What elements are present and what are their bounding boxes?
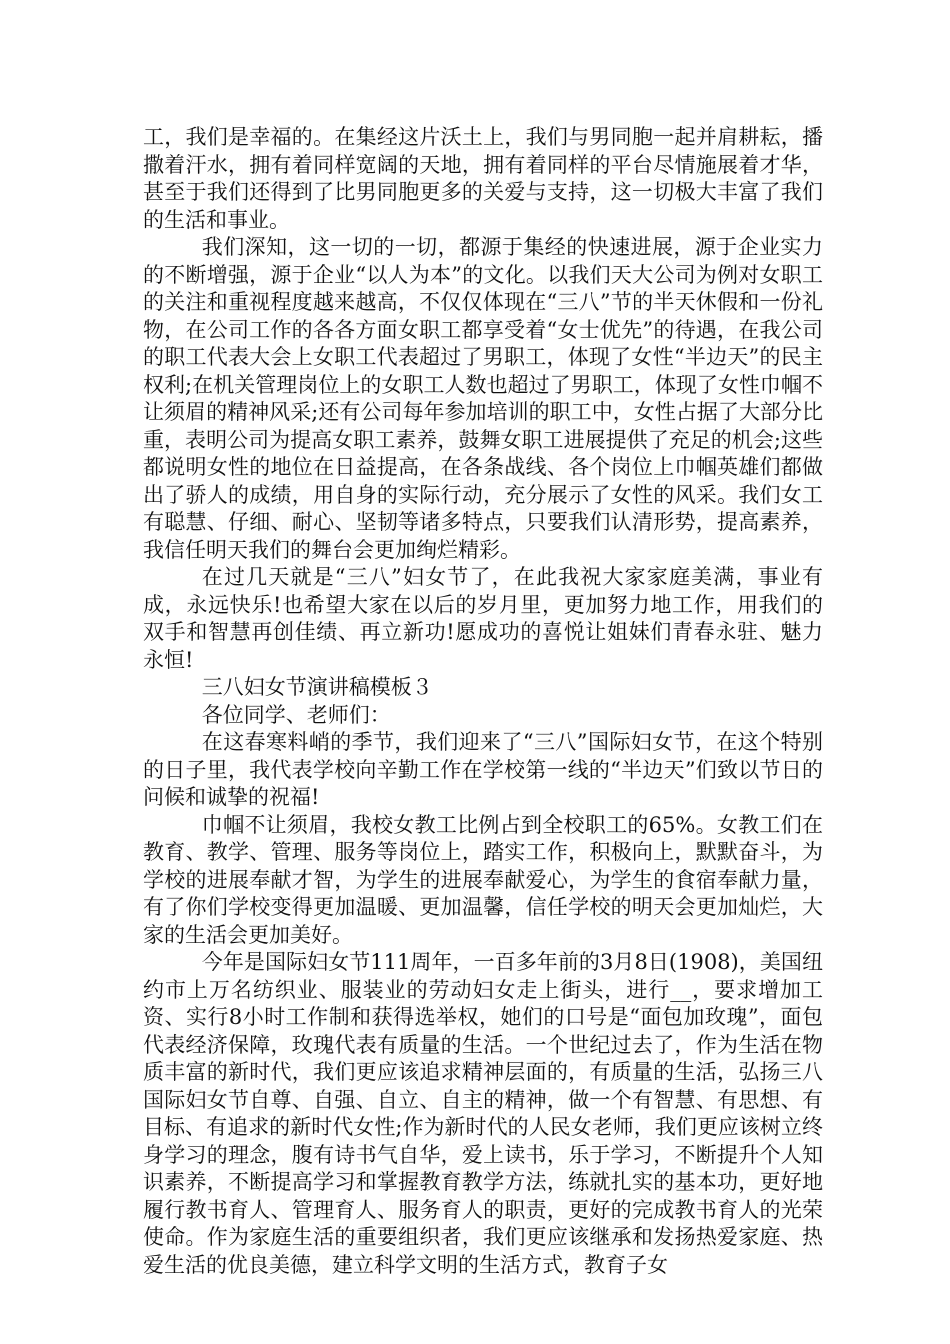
salutation: 各位同学、老师们： bbox=[201, 702, 391, 727]
paragraph-festival-wishes: 在过几天就是“三八”妇女节了，在此我祝大家家庭美满，事业有成，永远快乐!也希望大家在以后的岁月里，更加努力地工作，用我们的双手和智慧再创佳绩、再立新功!愿成功的喜悦让姐妹们青春永驻、魅力永恒! bbox=[143, 565, 823, 672]
paragraph-greeting: 在这春寒料峭的季节，我们迎来了“三八”国际妇女节，在这个特别的日子里，我代表学校向辛勤工作在学校第一线的“半边天”们致以节日的问候和诚挚的祝福! bbox=[143, 730, 823, 809]
document-body bbox=[143, 124, 823, 1279]
section-title-template-3: 三八妇女节演讲稿模板３ bbox=[201, 675, 433, 699]
paragraph-company-development: 我们深知，这一切的一切，都源于集经的快速进展，源于企业实力的不断增强，源于企业“以人为本”的文化。以我们天大公司为例对女职工的关注和重视程度越来越高，不仅仅体现在“三八”节的半天休假和一份礼物，在公司工作的各各方面女职工都享受着“女士优先”的待遇，在我公司的职工代表大会上女职工代表超过了男职工，体现了女性“半边天”的民主权利;在机关管理岗位上的女职工人数也超过了男职工，体现了女性巾帼不让须眉的精神风采;还有公司每年参加培训的职工中，女性占据了大部分比重，表明公司为提高女职工素养，鼓舞女职工进展提供了充足的机会;这些都说明女性的地位在日益提高，在各条战线、各个岗位上巾帼英雄们都做出了骄人的成绩，用自身的实际行动，充分展示了女性的风采。我们女工有聪慧、仔细、耐心、坚韧等诸多特点，只要我们认清形势，提高素养，我信任明天我们的舞台会更加绚烂精彩。 bbox=[143, 235, 823, 562]
paragraph-continuation: 工，我们是幸福的。在集经这片沃土上，我们与男同胞一起并肩耕耘，播撒着汗水，拥有着同样宽阔的天地，拥有着同样的平台尽情施展着才华，甚至于我们还得到了比男同胞更多的关爱与支持，这一切极大丰富了我们的生活和事业。 bbox=[143, 125, 823, 232]
paragraph-history: 今年是国际妇女节111周年，一百多年前的3月8日(1908)，美国纽约市上万名纺织业、服装业的劳动妇女走上街头，进行__，要求增加工资、实行8小时工作制和获得选举权，她们的口号是“面包加玫瑰”，面包代表经济保障，玫瑰代表有质量的生活。一个世纪过去了，作为生活在物质丰富的新时代，我们更应该追求精神层面的，有质量的生活，弘扬三八国际妇女节自尊、自强、自立、自主的精神，做一个有智慧、有思想、有目标、有追求的新时代女性;作为新时代的人民女老师，我们更应该树立终身学习的理念，腹有诗书气自华，爱上读书，乐于学习，不断提升个人知识素养，不断提高学习和掌握教育教学方法，练就扎实的基本功，更好地履行教书育人、管理育人、服务育人的职责，更好的完成教书育人的光荣使命。作为家庭生活的重要组织者，我们更应该继承和发扬热爱家庭、热爱生活的优良美德，建立科学文明的生活方式，教育子女 bbox=[143, 950, 823, 1277]
paragraph-female-staff: 巾帼不让须眉，我校女教工比例占到全校职工的65%。女教工们在教育、教学、管理、服务等岗位上，踏实工作，积极向上，默默奋斗，为学校的进展奉献才智，为学生的进展奉献爱心，为学生的食宿奉献力量，有了你们学校变得更加温暖、更加温馨，信任学校的明天会更加灿烂，大家的生活会更加美好。 bbox=[143, 812, 823, 947]
